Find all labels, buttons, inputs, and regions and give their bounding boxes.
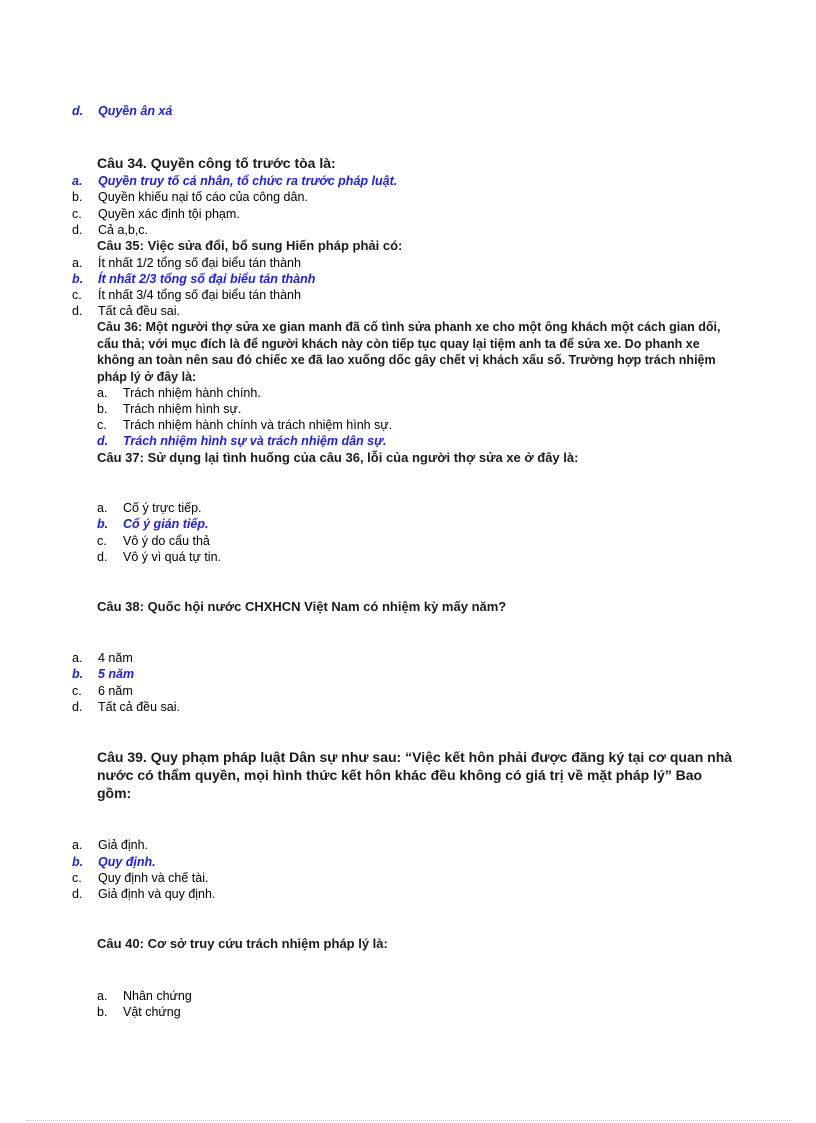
- question-40-option-a: [97, 988, 192, 1004]
- option-letter: d.: [72, 223, 83, 237]
- option-text: Cố ý gián tiếp.: [123, 517, 209, 531]
- question-40-title: Câu 40: Cơ sở truy cứu trách nhiệm pháp lý là:: [97, 936, 388, 951]
- option-letter: b.: [97, 402, 108, 416]
- option-text: Cả a,b,c.: [98, 223, 149, 237]
- question-38-option-b: [72, 666, 134, 682]
- option-text: Giả định.: [98, 838, 149, 852]
- question-37-title: Câu 37: Sử dụng lại tình huống của câu 36, lỗi của người thợ sửa xe ở đây là:: [97, 450, 579, 465]
- option-letter: d.: [72, 104, 84, 118]
- option-letter: d.: [97, 550, 108, 564]
- question-37-option-a: [97, 500, 202, 516]
- option-text: Trách nhiệm hình sự và trách nhiệm dân sự.: [123, 434, 387, 448]
- option-letter: d.: [72, 700, 83, 714]
- question-36-option-b: [97, 401, 241, 417]
- question-36-option-d: [97, 433, 387, 449]
- option-letter: a.: [72, 174, 83, 188]
- option-text: Tất cả đều sai.: [98, 304, 180, 318]
- question-36-title: Câu 36: Một người thợ sửa xe gian manh đã cố tình sửa phanh xe cho một ông khách một cách gian dối, cẩu thả; với mục đích là để người khách này còn tiếp tục quay lại tiệm anh ta để sửa xe. Do phanh xe không an toàn nên sau đó chiếc xe đã lao xuống dốc gây chết vị khách xấu số. Trường hợp trách nhiệm pháp lý ở đây là:: [97, 320, 721, 384]
- question-38-title: Câu 38: Quốc hội nước CHXHCN Việt Nam có nhiệm kỳ mấy năm?: [97, 599, 507, 614]
- option-letter: c.: [72, 684, 82, 698]
- question-35-option-b: [72, 271, 315, 287]
- option-letter: c.: [97, 534, 107, 548]
- option-text: Ít nhất 3/4 tổng số đại biểu tán thành: [98, 288, 301, 302]
- option-letter: d.: [72, 887, 83, 901]
- option-letter: b.: [72, 855, 84, 869]
- option-text: Quyền ân xá: [98, 104, 173, 118]
- question-35-option-d: [72, 303, 180, 319]
- question-38-option-c: [72, 683, 133, 699]
- option-letter: a.: [72, 838, 83, 852]
- question-40-option-b: [97, 1004, 181, 1020]
- option-text: Trách nhiệm hành chính và trách nhiệm hình sự.: [123, 418, 393, 432]
- option-letter: b.: [97, 1005, 108, 1019]
- question-39-option-a: [72, 837, 148, 853]
- option-letter: c.: [72, 288, 82, 302]
- option-letter: b.: [72, 667, 84, 681]
- question-38-option-a: [72, 650, 133, 666]
- option-letter: d.: [72, 304, 83, 318]
- option-letter: a.: [97, 501, 108, 515]
- option-text: 5 năm: [98, 667, 135, 681]
- question-36-option-a: [97, 385, 261, 401]
- question-36-option-c: [97, 417, 392, 433]
- option-text: Vô ý vì quá tự tin.: [123, 550, 221, 564]
- option-letter: b.: [97, 517, 109, 531]
- option-text: Tất cả đều sai.: [98, 700, 180, 714]
- option-text: Trách nhiệm hành chính.: [123, 386, 261, 400]
- option-letter: a.: [72, 256, 83, 270]
- option-letter: c.: [97, 418, 107, 432]
- question-39-option-d: [72, 886, 215, 902]
- question-34-option-c: [72, 206, 240, 222]
- option-letter: a.: [72, 651, 83, 665]
- question-35-title: Câu 35: Việc sửa đổi, bổ sung Hiến pháp phải có:: [97, 238, 403, 253]
- option-text: Vô ý do cẩu thả: [123, 534, 210, 548]
- question-34-option-b: [72, 189, 308, 205]
- page-bottom-divider: [26, 1120, 792, 1121]
- question-39-title: Câu 39. Quy phạm pháp luật Dân sự như sau: “Việc kết hôn phải được đăng ký tại cơ quan nhà nước có thẩm quyền, mọi hình thức kết hôn khác đều không có giá trị về mặt pháp lý” Bao gồm:: [97, 749, 733, 801]
- option-text: Ít nhất 1/2 tổng số đại biểu tán thành: [98, 256, 301, 270]
- option-text: Quyền truy tố cá nhân, tổ chức ra trước pháp luật.: [98, 174, 398, 188]
- option-text: Cố ý trực tiếp.: [123, 501, 202, 515]
- option-letter: a.: [97, 386, 108, 400]
- question-37-option-b: [97, 516, 208, 532]
- option-text: Quy định.: [98, 855, 156, 869]
- option-text: Quyền khiếu nại tố cáo của công dân.: [98, 190, 308, 204]
- option-letter: c.: [72, 871, 82, 885]
- option-letter: c.: [72, 207, 82, 221]
- option-text: 4 năm: [98, 651, 133, 665]
- option-text: Quy định và chế tài.: [98, 871, 209, 885]
- option-letter: d.: [97, 434, 109, 448]
- option-text: Nhân chứng: [123, 989, 192, 1003]
- option-text: Vật chứng: [123, 1005, 181, 1019]
- question-34-title: Câu 34. Quyền công tố trước tòa là:: [97, 155, 336, 171]
- option-letter: b.: [72, 190, 83, 204]
- question-39-option-c: [72, 870, 208, 886]
- question-35-option-a: [72, 255, 301, 271]
- option-text: 6 năm: [98, 684, 133, 698]
- option-text: Ít nhất 2/3 tổng số đại biểu tán thành: [98, 272, 316, 286]
- question-34-option-d: [72, 222, 148, 238]
- option-text: Trách nhiệm hình sự.: [123, 402, 242, 416]
- option-letter: b.: [72, 272, 84, 286]
- option-text: Giả định và quy định.: [98, 887, 216, 901]
- question-35-option-c: [72, 287, 301, 303]
- option-text: Quyền xác định tội phạm.: [98, 207, 240, 221]
- question-39-option-b: [72, 854, 156, 870]
- question-38-option-d: [72, 699, 180, 715]
- question-37-option-c: [97, 533, 210, 549]
- option-letter: a.: [97, 989, 108, 1003]
- list-item: [72, 103, 172, 119]
- question-34-option-a: [72, 173, 397, 189]
- question-37-option-d: [97, 549, 221, 565]
